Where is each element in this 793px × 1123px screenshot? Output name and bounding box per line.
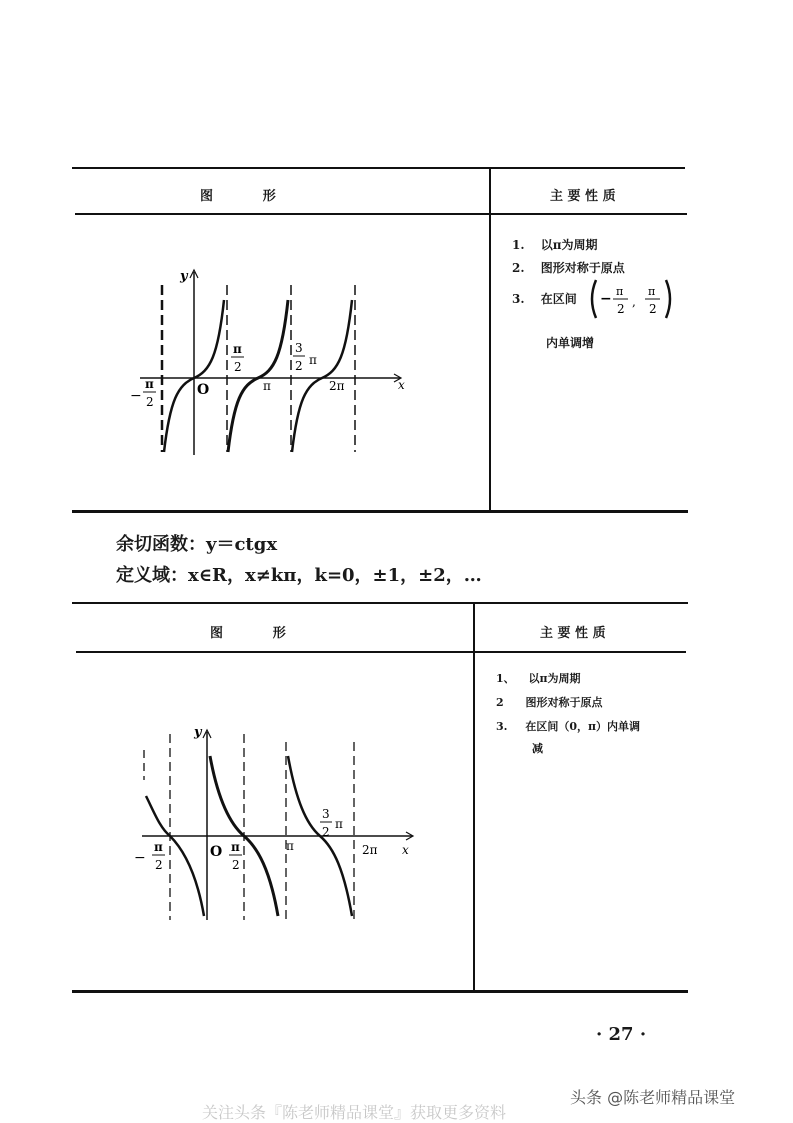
half-pi-den: 2 [232, 858, 240, 872]
watermark: 头条 @陈老师精品课堂 [570, 1088, 736, 1107]
property-number: 1、 [496, 672, 515, 685]
three-half-pi-suffix: π [335, 817, 343, 831]
interval-den1: 2 [617, 302, 625, 316]
three-half-pi-num: 3 [322, 807, 330, 821]
half-pi-num: π [231, 840, 240, 854]
property-number: 3. [512, 292, 525, 306]
neg-half-pi-den: 2 [146, 395, 154, 409]
neg-half-pi-minus: − [130, 388, 142, 404]
property-text: 图形对称于原点 [525, 696, 603, 709]
half-pi-den: 2 [234, 360, 242, 374]
cotangent-domain: 定义域：x∈R，x≠kπ，k=0，±1，±2，… [116, 565, 482, 586]
three-half-pi-den: 2 [295, 359, 303, 373]
footer-note: 关注头条『陈老师精品课堂』获取更多资料 [202, 1103, 507, 1122]
y-label: y [180, 269, 188, 284]
cotangent-title: 余切函数：y＝ctgx [116, 534, 278, 555]
neg-half-pi-num: π [154, 840, 163, 854]
neg-half-pi-num: π [145, 377, 154, 391]
tangent-graph [120, 240, 420, 470]
three-half-pi-suffix: π [309, 353, 317, 367]
half-pi-num: π [233, 342, 242, 356]
y-label: y [194, 725, 202, 740]
cotangent-branch-1 [146, 796, 204, 916]
property-number: 1. [512, 238, 525, 252]
interval-minus: − [600, 291, 612, 307]
x-label: x [398, 378, 405, 392]
property-text: 以π为周期 [528, 672, 581, 685]
property-text: 以π为周期 [540, 238, 598, 252]
table2-header-graph: 图 形 [210, 626, 286, 641]
table2-property-1 [496, 670, 581, 686]
open-paren [592, 280, 596, 318]
neg-half-pi-minus: − [134, 850, 146, 866]
property-number: 3. [496, 720, 508, 733]
table2-property-3b [532, 740, 543, 756]
property-text: 图形对称于原点 [540, 261, 625, 275]
property-number: 2 [496, 696, 504, 709]
interval-sep: , [632, 295, 636, 309]
two-pi-label: 2π [362, 843, 378, 857]
two-pi-label: 2π [329, 379, 345, 393]
table1-header-rule [75, 213, 687, 215]
pi-label: π [286, 839, 294, 853]
property-text: 内单调增 [546, 336, 595, 350]
interval-num2: π [648, 285, 656, 298]
table2-column-divider [473, 604, 475, 990]
table1-column-divider [489, 169, 491, 510]
interval-den2: 2 [649, 302, 657, 316]
tangent-branch-2 [228, 300, 288, 452]
property-text: 在区间 [540, 292, 577, 306]
pi-label: π [263, 379, 271, 393]
origin-label: O [197, 382, 210, 398]
table1-interval [586, 276, 680, 322]
table2-header-rule [76, 651, 686, 653]
three-half-pi-num: 3 [295, 341, 303, 355]
three-half-pi-den: 2 [322, 825, 330, 839]
neg-half-pi-den: 2 [155, 858, 163, 872]
property-number: 2. [512, 261, 525, 275]
table1-property-2 [512, 259, 625, 276]
table1-property-1 [512, 236, 598, 253]
cotangent-graph [130, 720, 430, 930]
x-label: x [402, 843, 409, 857]
tangent-branch-3 [292, 300, 352, 452]
table2-property-2 [496, 694, 603, 710]
table1-top-rule [72, 167, 685, 169]
table1-header-graph: 图 形 [200, 189, 276, 204]
table2-top-rule [72, 602, 688, 604]
table2-header-properties: 主 要 性 质 [540, 626, 606, 641]
table2-bottom-rule [72, 990, 688, 993]
page-number: · 27 · [596, 1024, 647, 1045]
table1-header-properties: 主 要 性 质 [550, 189, 616, 204]
table1-bottom-rule [72, 510, 688, 513]
property-text: 减 [532, 742, 543, 755]
table2-property-3 [496, 718, 640, 734]
table1-property-3 [512, 290, 577, 307]
interval-num1: π [616, 285, 624, 298]
close-paren [666, 280, 670, 318]
property-text: 在区间（0，π）内单调 [525, 720, 641, 733]
table1-property-3b [546, 334, 594, 351]
origin-label: O [210, 844, 223, 860]
